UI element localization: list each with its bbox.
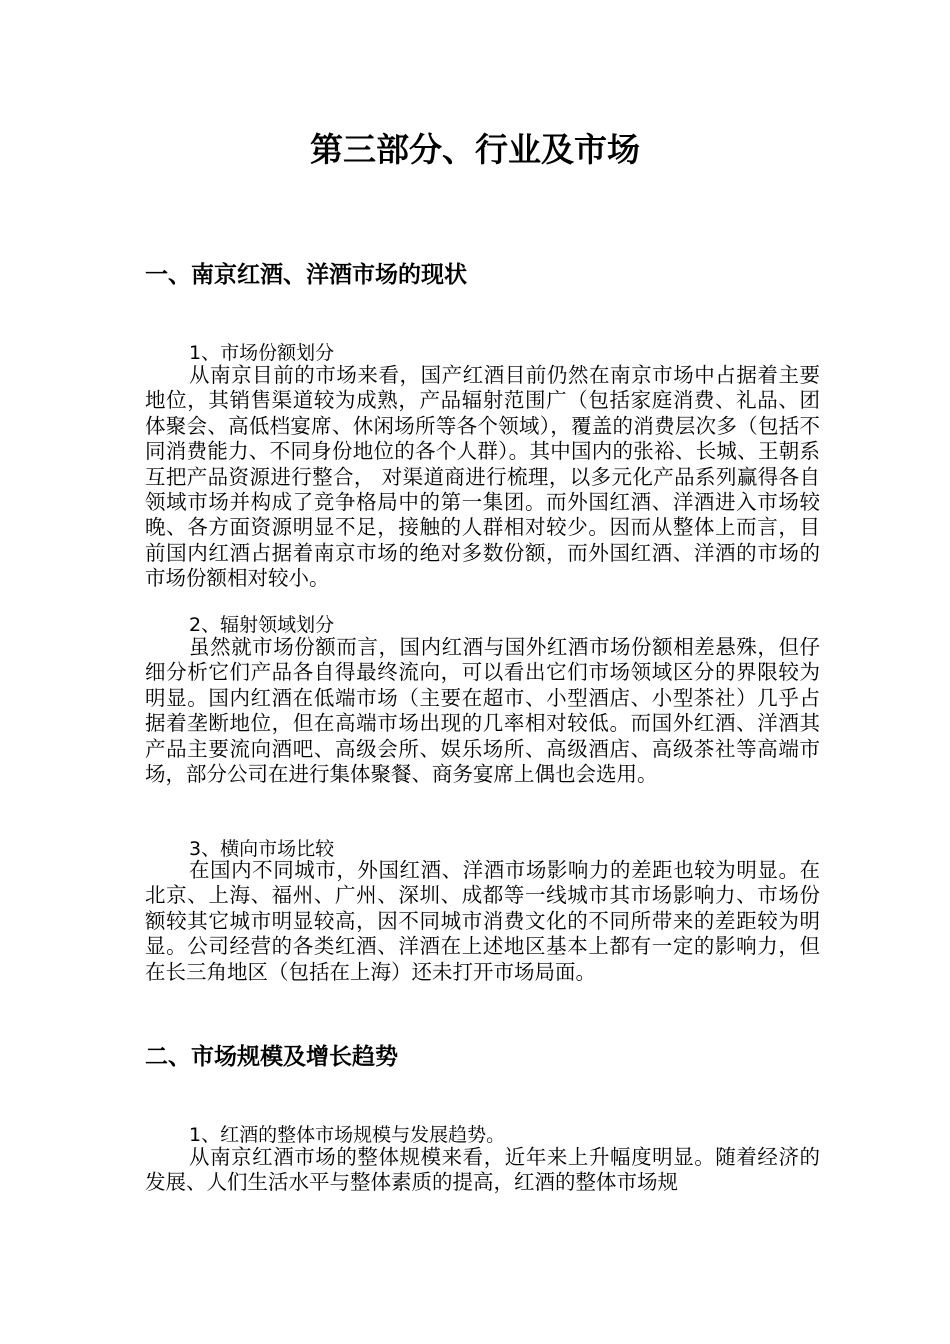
paragraph: 从南京红酒市场的整体规模来看，近年来上升幅度明显。随着经济的发展、人们生活水平与整体素质的提高，红酒的整体市场规 <box>145 1145 820 1195</box>
page-title: 第三部分、行业及市场 <box>310 130 640 169</box>
paragraph: 虽然就市场份额而言，国内红酒与国外红酒市场份额相差悬殊，但仔细分析它们产品各自得最终流向，可以看出它们市场领域区分的界限较为明显。国内红酒在低端市场（主要在超市、小型酒店、小型茶社）几乎占据着垄断地位，但在高端市场出现的几率相对较低。而国外红酒、洋酒其产品主要流向酒吧、高级会所、娱乐场所、高级酒店、高级茶社等高端市场，部分公司在进行集体聚餐、商务宴席上偶也会选用。 <box>145 635 820 787</box>
paragraph: 从南京目前的市场来看，国产红酒目前仍然在南京市场中占据着主要地位，其销售渠道较为成熟，产品辐射范围广（包括家庭消费、礼品、团体聚会、高低档宴席、休闲场所等各个领域），覆盖的消费层次多（包括不同消费能力、不同身份地位的各个人群）。其中国内的张裕、长城、王朝系互把产品资源进行整合， 对渠道商进行梳理，以多元化产品系列赢得各自领域市场并构成了竞争格局中的第一集团。而外国红酒、洋酒进入市场较晚、各方面资源明显不足，接触的人群相对较少。因而从整体上而言，目前国内红酒占据着南京市场的绝对多数份额，而外国红酒、洋酒的市场的市场份额相对较小。 <box>145 363 820 591</box>
section-heading: 二、市场规模及增长趋势 <box>145 1044 398 1070</box>
paragraph: 在国内不同城市，外国红酒、洋酒市场影响力的差距也较为明显。在北京、上海、福州、广州、深圳、成都等一线城市其市场影响力、市场份额较其它城市明显较高，因不同城市消费文化的不同所带来的差距较为明显。公司经营的各类红酒、洋酒在上述地区基本上都有一定的影响力，但在长三角地区（包括在上海）还未打开市场局面。 <box>145 858 820 984</box>
subsection-heading: 3、横向市场比较 <box>189 838 335 860</box>
subsection-heading: 2、辐射领域划分 <box>189 614 335 636</box>
subsection-heading: 1、市场份额划分 <box>189 342 335 364</box>
subsection-heading: 1、红酒的整体市场规模与发展趋势。 <box>189 1124 506 1146</box>
section-heading: 一、南京红酒、洋酒市场的现状 <box>145 262 467 288</box>
